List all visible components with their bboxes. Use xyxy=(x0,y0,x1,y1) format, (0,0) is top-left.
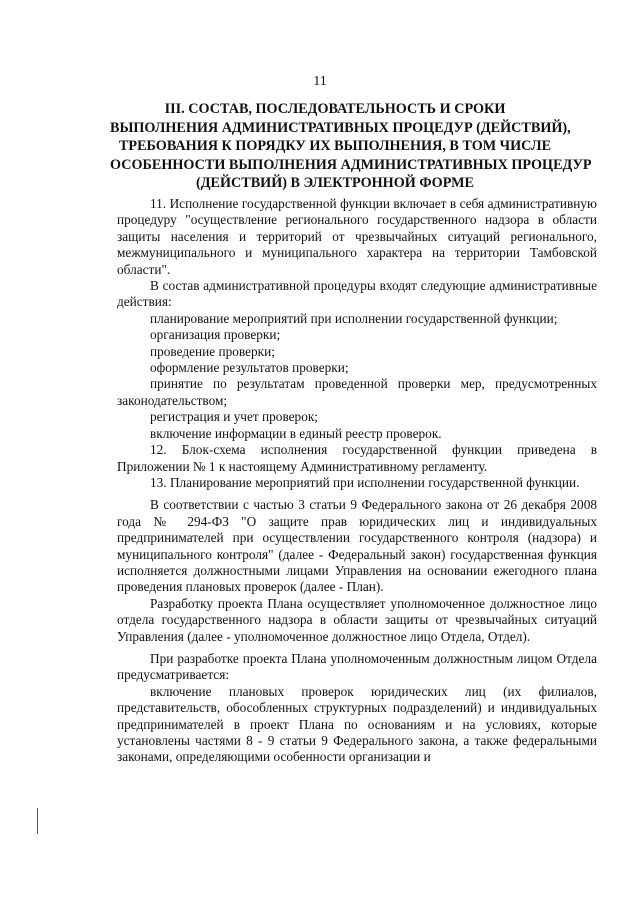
section-heading xyxy=(110,100,592,193)
paragraph-composition: В состав административной процедуры входят следующие административные действия: xyxy=(117,278,597,310)
action-item: оформление результатов проверки; xyxy=(150,360,349,376)
paragraph-provides: При разработке проекта Плана уполномоченным должностным лицом Отдела предусматривается: xyxy=(117,650,597,683)
page-number: 11 xyxy=(313,74,327,89)
paragraph-11: 11. Исполнение государственной функции включает в себя административную процедуру "осуществление регионального государственного надзора в области защиты населения и территорий от чрезвычайных ситуаций регионального, межмуниципального и муниципального характера на территории Тамбовской области". xyxy=(117,196,597,277)
action-item: планирование мероприятий при исполнении государственной функции; xyxy=(150,310,558,326)
paragraph-12: 12. Блок-схема исполнения государственной функции приведена в Приложении № 1 к настоящему Административному регламенту. xyxy=(117,442,597,474)
paragraph-law: В соответствии с частью 3 статьи 9 Федерального закона от 26 декабря 2008 года № 294-ФЗ "О защите прав юридических лиц и индивидуальных предпринимателей при осуществлении государственного контроля (надзора) и муниципального контроля" (далее - Федеральный закон) государственная функция исполняется должностными лицами Управления на основании ежегодного плана проведения плановых проверок (далее - План). xyxy=(117,497,597,595)
scan-margin-mark xyxy=(37,808,38,834)
document-body xyxy=(117,196,597,766)
action-item: регистрация и учет проверок; xyxy=(150,409,318,425)
paragraph-13: 13. Планирование мероприятий при исполнении государственной функции. xyxy=(150,474,580,490)
heading-line: ВЫПОЛНЕНИЯ АДМИНИСТРАТИВНЫХ ПРОЦЕДУР (ДЕЙСТВИЙ), xyxy=(110,119,571,136)
action-item: проведение проверки; xyxy=(150,343,275,359)
action-item: включение информации в единый реестр проверок. xyxy=(150,425,442,441)
heading-line: ТРЕБОВАНИЯ К ПОРЯДКУ ИХ ВЫПОЛНЕНИЯ, В ТОМ ЧИСЛЕ xyxy=(118,138,552,154)
paragraph-draft: Разработку проекта Плана осуществляет уполномоченное должностное лицо отдела государственного надзора в области защиты от чрезвычайных ситуаций Управления (далее - уполномоченное должностное лицо Отдела, Отдел). xyxy=(117,595,597,644)
heading-line: ОСОБЕННОСТИ ВЫПОЛНЕНИЯ АДМИНИСТРАТИВНЫХ ПРОЦЕДУР xyxy=(110,156,592,173)
action-item: организация проверки; xyxy=(150,327,281,343)
action-item: принятие по результатам проведенной проверки мер, предусмотренных законодательством; xyxy=(117,376,597,408)
heading-line: (ДЕЙСТВИЙ) В ЭЛЕКТРОННОЙ ФОРМЕ xyxy=(196,175,474,191)
heading-line: III. СОСТАВ, ПОСЛЕДОВАТЕЛЬНОСТЬ И СРОКИ xyxy=(164,101,506,117)
paragraph-inclusion: включение плановых проверок юридических лиц (их филиалов, представительств, обособленных структурных подразделений) и индивидуальных предпринимателей в проект Плана по основаниям и на условиях, которые установлены частями 8 - 9 статьи 9 Федерального закона, а также федеральными законами, определяющими особенности организации и xyxy=(117,683,597,765)
